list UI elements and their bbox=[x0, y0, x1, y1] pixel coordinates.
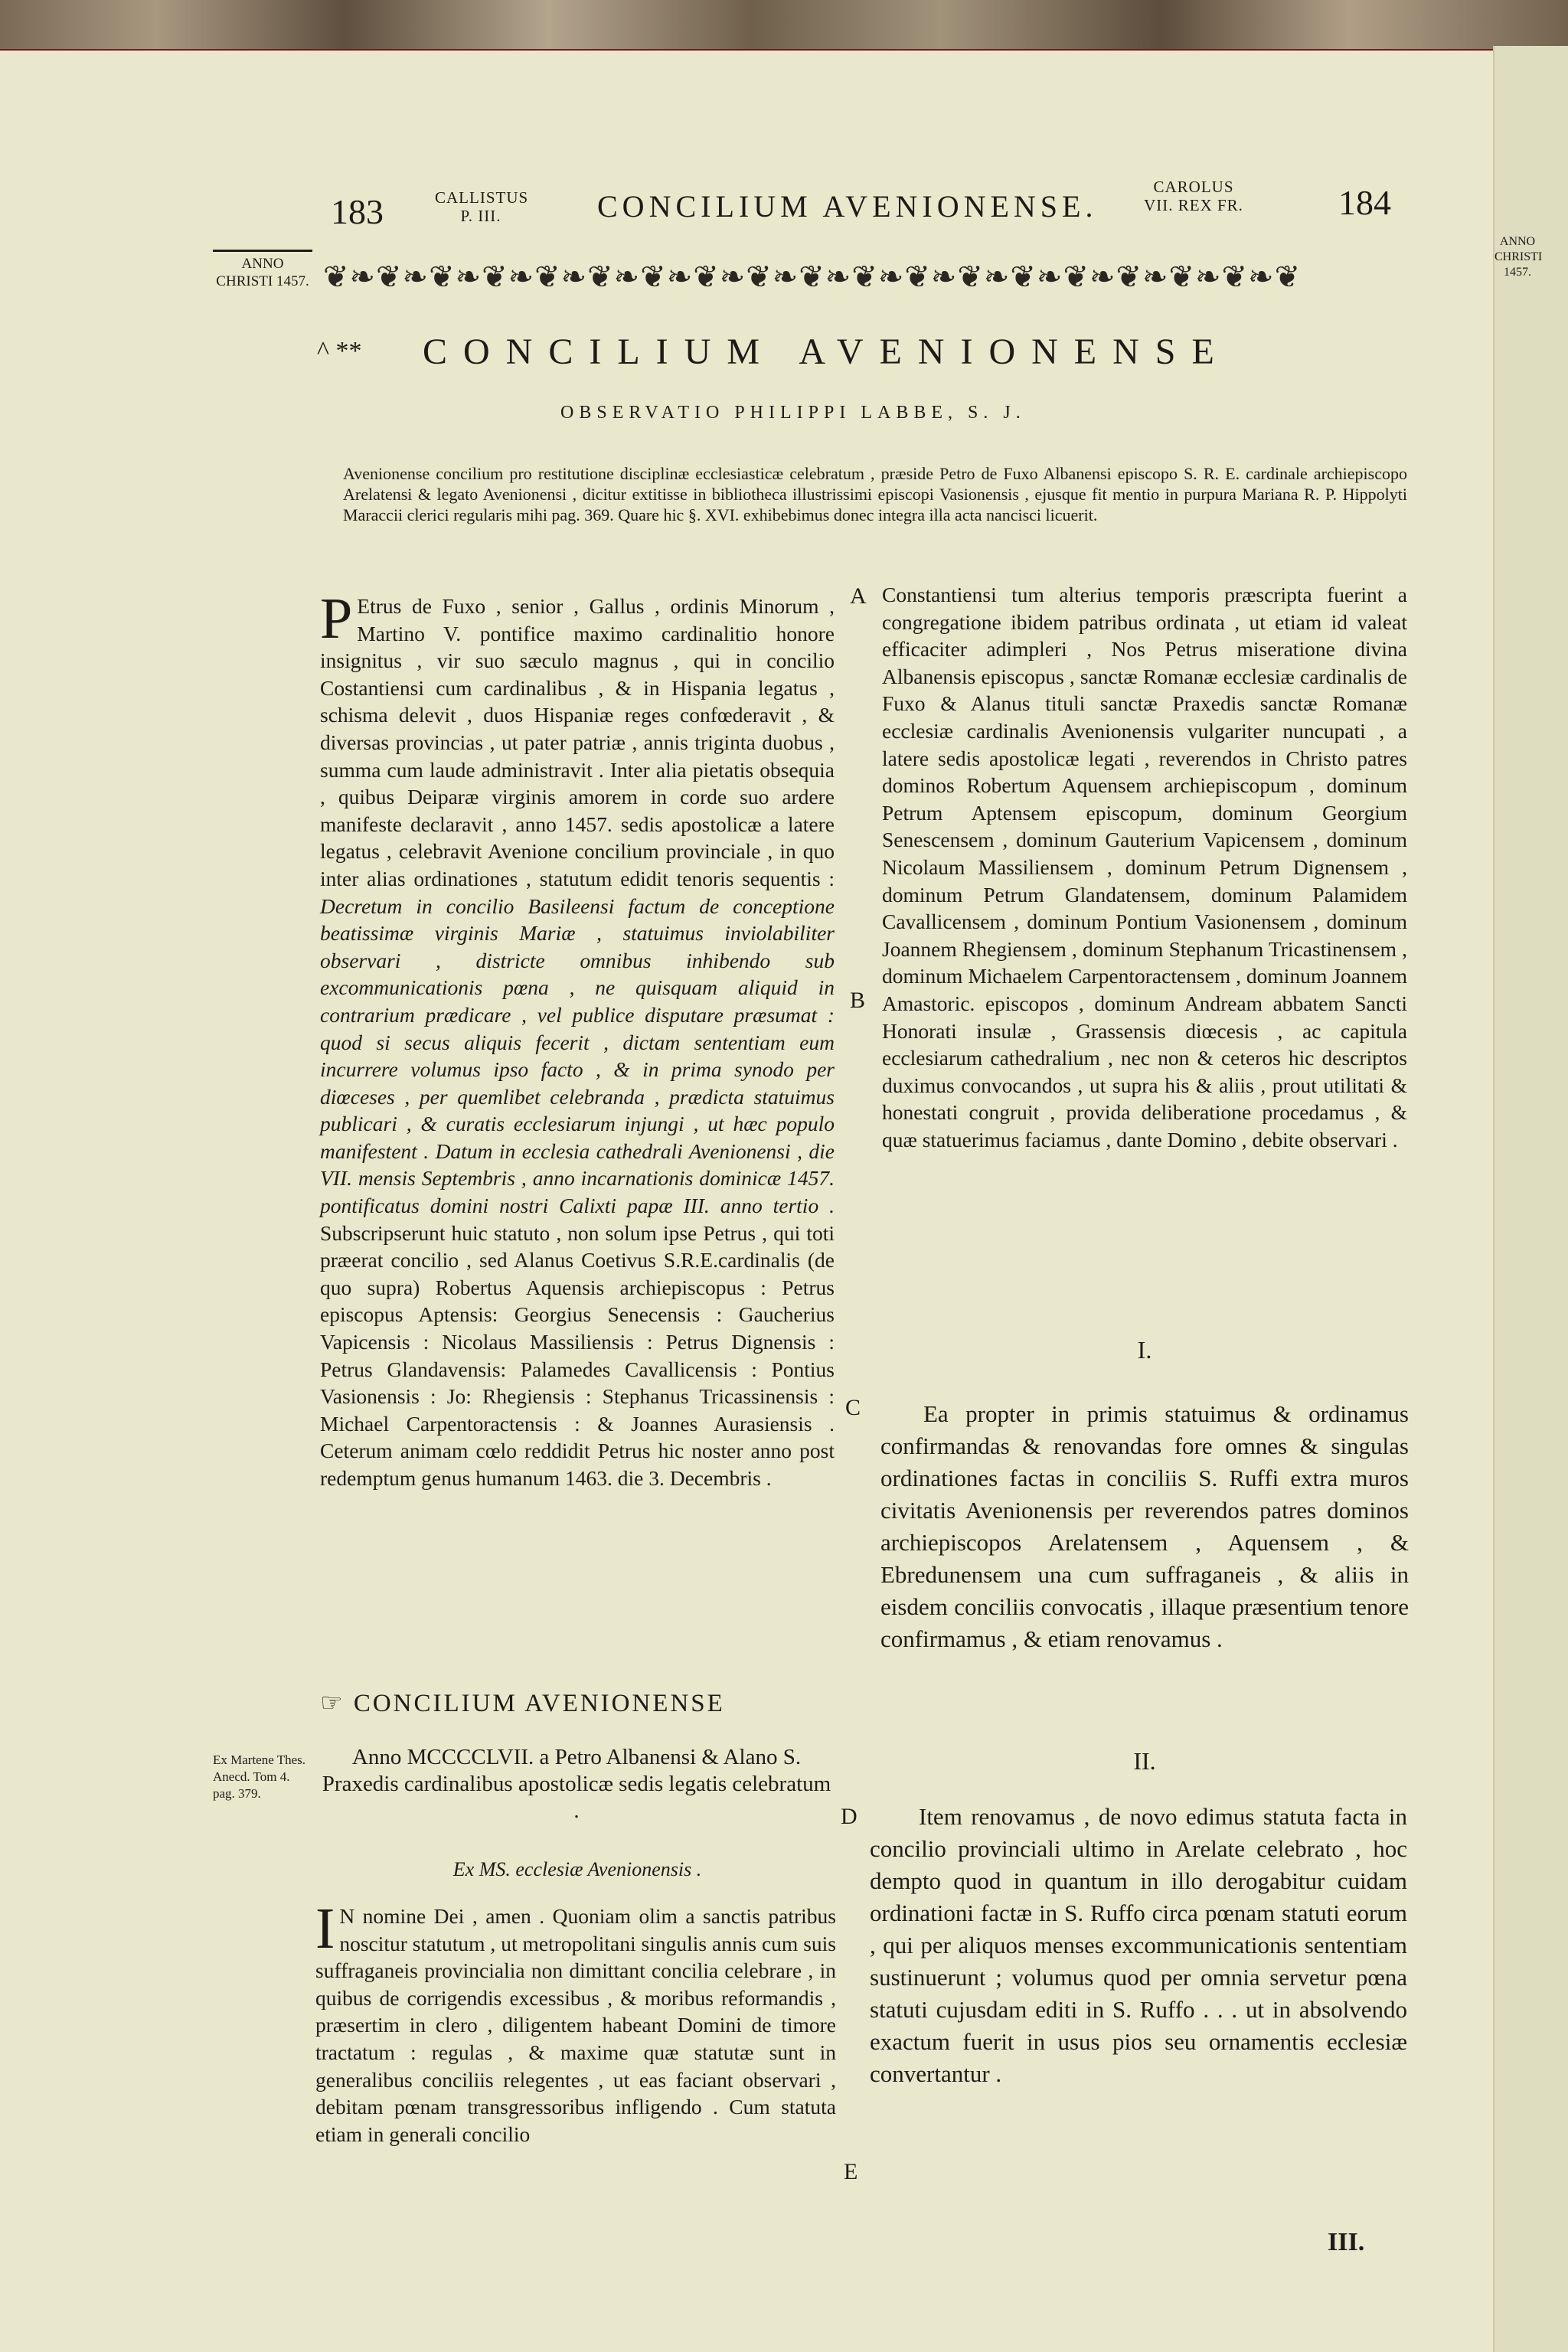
decree-text: Decretum in concilio Basileensi factum de conceptione beatissimæ virginis Mariæ , statuimus inviolabiliter observari , districte omnibus inhibendo sub excommunicationis pœna , ne quisquam aliquid in contrarium prædicare , vel publice disputare præsumat : quod si secus aliquis fecerit , dictam sententiam eum incurrere volumus ipso facto , & in prima synodo per diœceses , per quemlibet celebranda , prædicta statuimus publicari , & curatis ecclesiarum injungi , ut hæc populo manifestent . Datum in ecclesia cathedrali Avenionensi , die VII. mensis Septembris , anno incarnationis dominicæ 1457. pontificatus domini nostri Calixti papæ III. anno tertio . bbox=[320, 893, 835, 1218]
title-marker: ^ ** bbox=[317, 337, 362, 365]
subtitle: OBSERVATIO PHILIPPI LABBE, S. J. bbox=[560, 403, 1026, 423]
drop-cap-i: I bbox=[315, 1896, 335, 1961]
section-ii-text: Item renovamus , de novo edimus statuta facta in concilio provinciali ultimo in Arelate celebrato , hoc dempto quod in quantum in illo derogabitur cuidam ordinationi factæ in S. Ruffo circa pœnam statuti eorum , qui per aliquos menses excommunicationis sententiam sustinuerunt ; volumus quod per omnia servetur pœna statuti cujusdam editi in S. Ruffo . . . ut in absolvendo exactum fuerit in usus pios seu ornamentis ecclesiæ convertantur . bbox=[870, 1803, 1407, 2087]
margin-letter-c: C bbox=[845, 1395, 861, 1420]
running-title: CONCILIUM AVENIONENSE. bbox=[597, 189, 1098, 224]
right-column: Constantiensi tum alterius temporis præscripta fuerint a congregatione ibidem patribus ordinata , ut etiam id valeat efficaciter adimpleri , Nos Petrus miseratione divina Albanensis episcopus , sanctæ Romanæ ecclesiæ cardinalis de Fuxo & Alanus tituli sanctæ Praxedis sanctæ Romanæ ecclesiæ cardinalis Avenionensis vulgariter nuncupati , a latere sedis apostolicæ legati , reverendos in Christo patres dominos Robertum Aquensem archiepiscopum , dominum Petrum Aptensem episcopum, dominum Georgium Senescensem , dominum Gauterium Vapicensem , dominum Nicolaum Massiliensem , dominum Petrum Dignensem , dominum Petrum Glandatensem, dominum Palamidem Cavallicensem , dominum Pontium Vasionensem , dominum Joannem Rhegiensem , dominum Stephanum Tricastinensem , dominum Michaelem Carpentoractensem , dominum Joannem Amastoric. episcopos , dominum Andream abbatem Sancti Honorati insulæ , Grassensis diœcesis , ac capitula ecclesiarum cathedralium , nec non & ceteros hic descriptos duximus convocandos , ut supra his & aliis , prout utilitati & honestati congruit , provida deliberatione procedamus , & quæ statuerimus faciamus , dante Domino , debite observari . bbox=[882, 583, 1407, 1152]
background-rug bbox=[0, 0, 1568, 49]
side-note: Ex Martene Thes. Anecd. Tom 4. pag. 379. bbox=[213, 1753, 306, 1801]
sub-heading: ☞ CONCILIUM AVENIONENSE bbox=[320, 1690, 725, 1717]
margin-letter-a: A bbox=[850, 583, 867, 609]
margin-letter-b: B bbox=[850, 988, 866, 1013]
drop-cap-p: P bbox=[320, 586, 353, 651]
section-i: I. bbox=[1137, 1336, 1152, 1364]
margin-letter-d: D bbox=[841, 1804, 858, 1829]
left-text-2: Subscripserunt huic statuto , non solum ipse Petrus , qui toti præerat concilio , sed Alanus Coetivus S.R.E.cardinalis (de quo supra) Robertus Aquensis archiepiscopus : Petrus episcopus Aptensis: Georgius Senecensis : Gaucherius Vapicensis : Nicolaus Massiliensis : Petrus Dignensis : Petrus Glandavensis: Palamedes Cavallicensis : Pontius Vasionensis : Jo: Rhegiensis : Stephanus Tricassinensis : Michael Carpentoractensis : & Joannes Aurasiensis . Ceterum animam cœlo reddidit Petrus hic noster anno post redemptum genus humanum 1463. die 3. Decembris . bbox=[320, 1220, 835, 1490]
left-text-3: N nomine Dei , amen . Quoniam olim a sanctis patribus noscitur statutum , ut metropolitani singulis annis cum suis suffraganeis provincialia non dimittant concilia celebrare , in quibus de corrigendis excessibus , & moribus reformandis , præsertim in clero , diligentem habeant Domini de timore tractatum : regulas , & maxime quæ statutæ sunt in generalibus conciliis relegentes , ut eas faciant observari , debitam pœnam transgressoribus infligendo . Cum statuta etiam in generali concilio bbox=[315, 1904, 836, 2146]
page-number-right: 184 bbox=[1338, 183, 1391, 222]
section-i-text: Ea propter in primis statuimus & ordinamus confirmandas & renovandas fore omnes & singulas ordinationes factas in conciliis S. Ruffi extra muros civitatis Avenionensis per reverendos patres dominos archiepiscopos Arelatensem , Aquensem , & Ebredunensem una cum suffraganeis , & aliis in eisdem conciliis convocatis , illaque præsentium tenore confirmamus , & etiam renovamus . bbox=[880, 1400, 1409, 1652]
left-column bbox=[320, 586, 835, 1492]
page-number-left: 183 bbox=[331, 192, 384, 231]
section-iii: III. bbox=[1328, 2228, 1365, 2256]
section-ii: II. bbox=[1133, 1747, 1156, 1775]
source-line: Ex MS. ecclesiæ Avenionensis . bbox=[452, 1858, 702, 1880]
intro-paragraph: Avenionense concilium pro restitutione disciplinæ ecclesiasticæ celebratum , præside Petro de Fuxo Albanensi episcopo S. R. E. cardinale archiepiscopo Arelatensi & legato Avenionensi , dicitur extitisse in bibliotheca illustrissimi episcopi Vasionensis , ejusque fit mentio in purpura Mariana R. P. Hippolyti Maraccii clerici regularis mihi pag. 369. Quare hic §. XVI. exhibebimus donec integra illa acta nancisci licuerit. bbox=[343, 464, 1407, 524]
sub-intro: Anno MCCCCLVII. a Petro Albanensi & Alano S. Praxedis cardinalibus apostolicæ sedis legatis celebratum . bbox=[322, 1745, 831, 1823]
pope-label: CALLISTUS P. III. bbox=[435, 188, 529, 225]
next-page-anno: ANNO CHRISTI 1457. bbox=[1494, 235, 1543, 279]
left-column-bottom bbox=[315, 1896, 836, 2148]
left-text-1: Etrus de Fuxo , senior , Gallus , ordinis Minorum , Martino V. pontifice maximo cardinalitio honore insignitus , vir suo sæculo magnus , qui in concilio Costantiensi cum cardinalibus , & in Hispania legatus , schisma delevit , duos Hispaniæ reges confœderavit , & diversas provincias , ut pater patriæ , annis triginta duobus , summa cum laude administravit . Inter alia pietatis obsequia , quibus Deiparæ virginis amorem in corde suo ardere manifeste declaravit , anno 1457. sedis apostolicæ a latere legatus , celebravit Avenione concilium provinciale , in quo inter alias ordinationes , statutum edidit tenoris sequentis : bbox=[320, 594, 835, 890]
anno-christi-left: ANNO CHRISTI 1457. bbox=[213, 250, 312, 290]
next-page-edge bbox=[1493, 46, 1568, 2352]
ornament-band: ❦❧❦❧❦❧❦❧❦❧❦❧❦❧❦❧❦❧❦❧❦❧❦❧❦❧❦❧❦❧❦❧❦❧❦❧❦ bbox=[323, 260, 1302, 294]
margin-letter-e: E bbox=[844, 2159, 858, 2184]
king-label: CAROLUS VII. REX FR. bbox=[1144, 178, 1243, 214]
main-title: CONCILIUM AVENIONENSE bbox=[423, 332, 1230, 372]
